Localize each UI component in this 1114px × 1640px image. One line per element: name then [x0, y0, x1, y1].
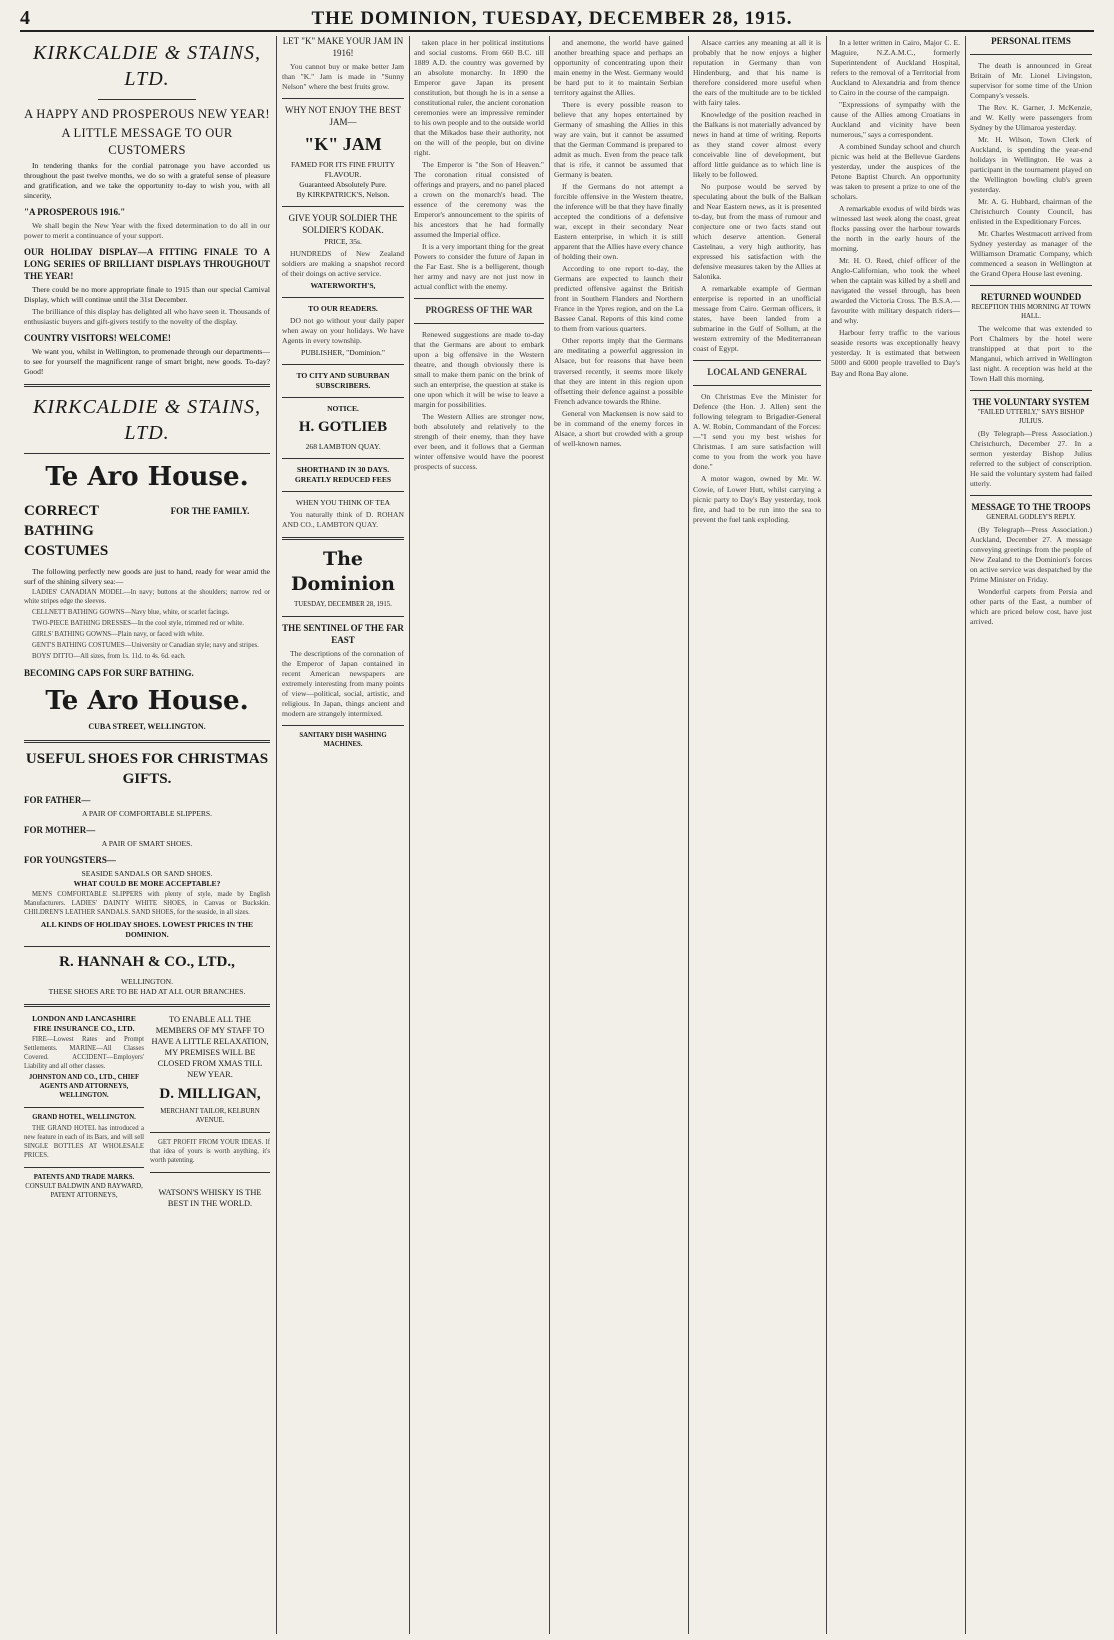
- k-jam: "K" JAM: [304, 133, 382, 154]
- fees: GREATLY REDUCED FEES: [294, 475, 392, 485]
- for-youngsters: FOR YOUNGSTERS—: [24, 855, 116, 866]
- waterworth: WATERWORTH'S,: [310, 281, 376, 291]
- sanitary: SANITARY DISH WASHING MACHINES.: [299, 732, 387, 749]
- hannah-city: WELLINGTON.: [121, 976, 173, 986]
- milligan-name: D. MILLIGAN,: [159, 1085, 261, 1102]
- acceptable: WHAT COULD BE MORE ACCEPTABLE?: [73, 879, 221, 889]
- masthead: [20, 6, 1094, 32]
- column-editorial: taken place in her political institutions and social customs. From 660 B.C. till 1889 A.D. the country was governed by an absolute monarchy. In 1890 the Emperor gave Japan its present constitution, but though he is in a sense a constitutional ruler, the ancient coronation ceremonies were an impressive reminder to his own people and to the outside world that the Mikados base their authority, not on the will of the people, but on divine right. The Emperor is "the Son of Heaven." The coronation ritual consisted of offerings and prayers, and no panel placed a crown on the monarch's head. The essence of the ceremony was the Emperor's announcement to the spirits of his ancestors that he had formally assumed the Imperial office. It is a very important thing for the great Powers to consider the future of Japan in the Far East. She is a belligerent, though her army and navy are not just now in actual conflict with the enemy. PROGRESS OF THE WAR Renewed suggestions are made to-day that the Germans are about to embark upon a big offensive in the Western theatre, and though obviously there is small to make them panic on the brink of such an enterprise, the question at stake is one upon which it will be wise to leave a margin for possibilities. The Western Allies are stronger now, both absolutely and relatively to the strength of their enemy, than they have ever been, and it follows that a German winter offensive would have the poorest prospects of success.: [414, 38, 544, 472]
- headline: A LITTLE MESSAGE TO OUR CUSTOMERS: [61, 126, 233, 157]
- column-ads-two: LET "K" MAKE YOUR JAM IN 1916! You cannot buy or make better Jam than "K." Jam is made in "Sunny Nelson" where the best fruits grow. WHY NOT ENJOY THE BEST JAM— "K" JAM FAMED FOR ITS FINE FRUITY FLAVOUR. Guaranteed Absolutely Pure. By KIRKPATRICK'S, Nelson. GIVE YOUR SOLDIER THE SOLDIER'S KODAK. PRICE, 35s. HUNDREDS of New Zealand soldiers are making a snapshot record of their doings on active service. WATERWORTH'S, TO OUR READERS. DO not go without your daily paper when away on your holidays. We have Agents in every township. PUBLISHER, "Dominion." TO CITY AND SUBURBAN SUBSCRIBERS. NOTICE. H. GOTLIEB 268 LAMBTON QUAY. SHORTHAND IN 30 DAYS. GREATLY REDUCED FEES WHEN YOU THINK OF TEA You naturally think of D. ROHAN AND CO., LAMBTON QUAY. The Dominion TUESDAY, DECEMBER 28, 1915. THE SENTINEL OF THE FAR EAST The descriptions of the coronation of the Emperor of Japan contained in recent American newspapers are extremely interesting from many points of view—political, social, artistic, and religious. In Japan, things ancient and modern are strangely intermixed. SANITARY DISH WASHING MACHINES.: [282, 36, 404, 749]
- patents: PATENTS AND TRADE MARKS.: [33, 1173, 135, 1181]
- brand-title: KIRKCALDIE & STAINS, LTD.: [33, 395, 261, 445]
- consult: CONSULT BALDWIN AND RAYWARD, PATENT ATTORNEYS,: [25, 1182, 143, 1199]
- let-k: LET "K" MAKE YOUR JAM IN 1916!: [282, 36, 404, 58]
- wounded-heading: RETURNED WOUNDED: [980, 292, 1082, 303]
- hannah-branches: THESE SHOES ARE TO BE HAD AT ALL OUR BRANCHES.: [48, 986, 246, 996]
- troops-sub: GENERAL GODLEY'S REPLY.: [986, 513, 1076, 521]
- brand-title: KIRKCALDIE & STAINS, LTD.: [33, 42, 261, 91]
- voluntary-sub: "FAILED UTTERLY," SAYS BISHOP JULIUS.: [977, 408, 1085, 425]
- kodak-heading: GIVE YOUR SOLDIER THE SOLDIER'S KODAK.: [288, 213, 398, 236]
- newspaper-title: THE DOMINION, TUESDAY, DECEMBER 28, 1915.: [311, 8, 793, 29]
- store-name: Te Aro House.: [45, 461, 249, 492]
- price: PRICE, 35s.: [324, 237, 362, 247]
- notice: NOTICE.: [327, 404, 359, 414]
- for-mother: FOR MOTHER—: [24, 825, 96, 836]
- not-enjoy: WHY NOT ENJOY THE BEST JAM—: [285, 104, 401, 127]
- visitors-text: We want you, whilst in Wellington, to promenade through our departments—to see for yourself the magnificent range of smart bright, new goods. To-day? Good!: [24, 346, 270, 376]
- column-personal: PERSONAL ITEMS The death is announced in Great Britain of Mr. Lionel Livingston, supervisor for some time of the Union Company's vessels. The Rev. K. Garner, J. McKenzie, and W. Kelly were passengers from Sydney by the Ulimaroa yesterday. Mr. H. Wilson, Town Clerk of Auckland, is spending the year-end holidays in Wellington. He was a participant in the tournament played on the Wellington bowling club's green yesterday. Mr. A. G. Hubbard, chairman of the Christchurch County Council, has enlisted in the Expeditionary Forces. Mr. Charles Westmacott arrived from Sydney yesterday as manager of the Williamson Dramatic Company, which commenced a season in Wellington at the Grand Opera House last evening. RETURNED WOUNDED RECEPTION THIS MORNING AT TOWN HALL. The welcome that was extended to Port Chalmers by the hotel were transhipped at that port to the Manganui, which arrived in Wellington last night. A reception was held at the Town Hall this morning. THE VOLUNTARY SYSTEM "FAILED UTTERLY," SAYS BISHOP JULIUS. (By Telegraph—Press Association.) Christchurch, December 27. In a sermon yesterday Bishop Julius referred to the subject of conscription. He said the voluntary system had failed utterly. MESSAGE TO THE TROOPS GENERAL GODLEY'S REPLY. (By Telegraph—Press Association.) Auckland, December 27. A message conveying greetings from the people of New Zealand to the Dominion's forces on active service was despatched by the Prime Minister on Friday. Wonderful carpets from Persia and other parts of the East, a number of which are priced below cost, have just arrived.: [970, 36, 1092, 626]
- johnston-agents: JOHNSTON AND CO., LTD., CHIEF AGENTS AND ATTORNEYS, WELLINGTON.: [28, 1073, 140, 1099]
- for-father: FOR FATHER—: [24, 795, 91, 806]
- issue-date: TUESDAY, DECEMBER 28, 1915.: [294, 601, 392, 609]
- milligan-notice: TO ENABLE ALL THE MEMBERS OF MY STAFF TO HAVE A LITTLE RELAXATION, MY PREMISES WILL BE CLOSED FROM XMAS TILL NEW YEAR.: [151, 1014, 269, 1080]
- troops-heading: MESSAGE TO THE TROOPS: [971, 502, 1091, 513]
- voluntary-heading: THE VOLUNTARY SYSTEM: [972, 397, 1090, 408]
- headline: A HAPPY AND PROSPEROUS NEW YEAR!: [24, 106, 270, 121]
- youngsters-item: SEASIDE SANDALS OR SAND SHOES.: [81, 869, 213, 879]
- intro-text: In tendering thanks for the cordial patronage you have accorded us throughout the past twelve months, we do so with a grateful sense of pleasure and gratification, and we take the opportunity to-day to wish you, with all sincerity,: [24, 161, 270, 201]
- holiday-text: There could be no more appropriate finale to 1915 than our special Carnival Display, which will continue until the 31st December.: [24, 284, 270, 304]
- insurance-heading: LONDON AND LANCASHIRE FIRE INSURANCE CO., LTD.: [32, 1013, 136, 1033]
- wounded-sub: RECEPTION THIS MORNING AT TOWN HALL.: [971, 304, 1091, 321]
- mother-item: A PAIR OF SMART SHOES.: [101, 839, 193, 849]
- gotlieb-address: 268 LAMBTON QUAY.: [305, 442, 381, 452]
- costumes-text: The following perfectly new goods are just to hand, ready for wear amid the surf of the shining silvery sea:—: [24, 567, 270, 587]
- column-news: In a letter written in Cairo, Major C. E. Maguire, N.Z.A.M.C., formerly Superintendent of Auckland Hospital, refers to the removal of a Territorial from Auckland to Alexandria and from thence to Cairo in the course of the campaign. "Expressions of sympathy with the cause of the Allies among Croatians in Auckland and vicinity have been numerous," says a correspondent. A combined Sunday school and church picnic was held at the Bellevue Gardens yesterday, under the auspices of the Petone Baptist Church. An opportunity was taken to present a prize to one of the scholars. A remarkable exodus of wild birds was witnessed last week along the coast, great flocks passing over the harbour towards the north in the early hours of the morning. Mr. H. O. Reed, chief officer of the Anglo-Californian, who took the wheel when the captain was killed by a shell and navigated the vessel through, has been awarded the Victoria Cross. The B.S.A.—favourite with military despatch riders—and why. Harbour ferry traffic to the various seaside resorts was exceptionally heavy yesterday. It is estimated that between 5000 and 6000 people travelled to Day's Bay and Rona Bay alone.: [831, 38, 960, 378]
- all-kinds: ALL KINDS OF HOLIDAY SHOES. LOWEST PRICES IN THE DOMINION.: [40, 920, 254, 940]
- column-rule: [276, 36, 277, 1634]
- milligan-sub: MERCHANT TAILOR, KELBURN AVENUE.: [160, 1108, 260, 1125]
- tea-ad: WHEN YOU THINK OF TEA: [295, 498, 391, 508]
- subscribers: TO CITY AND SUBURBAN SUBSCRIBERS.: [296, 371, 390, 391]
- father-item: A PAIR OF COMFORTABLE SLIPPERS.: [81, 809, 213, 819]
- caps-heading: BECOMING CAPS FOR SURF BATHING.: [24, 668, 194, 679]
- visitors-heading: COUNTRY VISITORS! WELCOME!: [24, 332, 171, 343]
- watsons: WATSON'S WHISKY IS THE BEST IN THE WORLD.: [158, 1188, 262, 1209]
- column-rule: [826, 36, 827, 1634]
- personal-heading: PERSONAL ITEMS: [991, 36, 1071, 46]
- hannah-title: R. HANNAH & CO., LTD.,: [59, 954, 235, 971]
- column-rule: [688, 36, 689, 1634]
- column-local: Alsace carries any meaning at all it is probably that he now enjoys a higher reputation in Germany than von Hindenburg, and that his name is therefore considered more useful when the ears of the multitude are to be tickled with fairy tales. Knowledge of the position reached in the Balkans is not materially advanced by news in hand at time of writing. Reports as they stand cover almost every conceivable line of development, but afford little guidance as to which line is likely to be followed. No purpose would be served by speculating about the bulk of the Balkan and Near Eastern news, as it is presented to-day, but from the mass of rumour and conjecture one or two facts stand out which deserve attention. General Castelnau, a very high authority, has expressed his satisfaction with the defensive measures taken by the Allies at Salonika. A remarkable example of German enterprise is reported in an unofficial message from Cairo. German officers, it states, have been landed from a submarine in the Gulf of Sollum, at the western extremity of the Mediterranean coast of Egypt. LOCAL AND GENERAL On Christmas Eve the Minister for Defence (the Hon. J. Allen) sent the following telegram to Brigadier-General A. W. Robin, Commandant of the Forces:—"I send you my best wishes for Christmas. I am sure satisfaction will come to you from the work you have done." A motor wagon, owned by Mr. W. Cowie, of Lower Hutt, whilst carrying a picnic party to Day's Bay yesterday, took fire, and had to be run into the sea to prevent the fuel tank exploding.: [693, 38, 821, 524]
- prosperous-heading: "A PROSPEROUS 1916.": [24, 207, 126, 218]
- column-advertisements: KIRKCALDIE & STAINS, LTD. A HAPPY AND PROSPEROUS NEW YEAR! A LITTLE MESSAGE TO OUR CUSTOMERS In tendering thanks for the cordial patronage you have accorded us throughout the past twelve months, we do so with a grateful sense of pleasure and gratification, and we take the opportunity to-day to wish you, with all sincerity, "A PROSPEROUS 1916." We shall begin the New Year with the fixed determination to do all in our power to merit a continuance of your support. OUR HOLIDAY DISPLAY—A FITTING FINALE TO A LONG SERIES OF BRILLIANT DISPLAYS THROUGHOUT THE YEAR! There could be no more appropriate finale to 1915 than our special Carnival Display, which will continue until the 31st December. The brilliance of this display has delighted all who have seen it. Thousands of enthusiastic buyers and gift-givers testify to the novelty of the display. COUNTRY VISITORS! WELCOME! We want you, whilst in Wellington, to promenade through our departments—to see for yourself the magnificent range of smart bright, new goods. To-day? Good! KIRKCALDIE & STAINS, LTD. Te Aro House. CORRECT BATHING COSTUMES FOR THE FAMILY. The following perfectly new goods are just to hand, ready for wear amid the surf of the shining silvery sea:— LADIES' CANADIAN MODEL—In navy; buttons at the shoulders; narrow red or white stripes edge the sleeves. CELLNETT BATHING GOWNS—Navy blue, white, or scarlet facings. TWO-PIECE BATHING DRESSES—In the cool style, trimmed red or white. GIRLS' BATHING GOWNS—Plain navy, or faced with white. GENT'S BATHING COSTUMES—University or Canadian style; navy and stripes. BOYS' DITTO—All sizes, from 1s. 11d. to 4s. 6d. each. BECOMING CAPS FOR SURF BATHING. Te Aro House. CUBA STREET, WELLINGTON. USEFUL SHOES FOR CHRISTMAS GIFTS. FOR FATHER— A PAIR OF COMFORTABLE SLIPPERS. FOR MOTHER— A PAIR OF SMART SHOES. FOR YOUNGSTERS— SEASIDE SANDALS OR SAND SHOES. WHAT COULD BE MORE ACCEPTABLE? MEN'S COMFORTABLE SLIPPERS with plenty of style, made by English Manufacturers. LADIES' DAINTY WHITE SHOES, in Canvas or Buckskin. CHILDREN'S LEATHER SANDALS. SAND SHOES, for the seaside, in all sizes. ALL KINDS OF HOLIDAY SHOES. LOWEST PRICES IN THE DOMINION. R. HANNAH & CO., LTD., WELLINGTON. THESE SHOES ARE TO BE HAD AT ALL OUR BRANCHES. LONDON AND LANCASHIRE FIRE INSURANCE CO., LTD. FIRE—Lowest Rates and Prompt Settlements. MARINE—All Classes Covered. ACCIDENT—Employers' Liability and all other classes. JOHNSTON AND CO., LTD., CHIEF AGENTS AND ATTORNEYS, WELLINGTON. GRAND HOTEL, WELLINGTON. THE GRAND HOTEL has introduced a new feature in each of its Bars, and will sell SINGLE BOTTLES AT WHOLESALE PRICES. PATENTS AND TRADE MARKS. CONSULT BALDWIN AND RAYWARD, PATENT ATTORNEYS, TO ENABLE ALL THE MEMBERS OF MY STAFF TO HAVE A LITTLE RELAXATION, MY PREMISES WILL BE CLOSED FROM XMAS TILL NEW YEAR. D. MILLIGAN, MERCHANT TAILOR, KELBURN AVENUE. GET PROFIT FROM YOUR IDEAS. If that idea of yours is worth anything, it's worth patenting. WATSON'S WHISKY IS THE BEST IN THE WORLD.: [24, 42, 270, 1209]
- grand-hotel: GRAND HOTEL, WELLINGTON.: [32, 1113, 136, 1121]
- dominion-masthead: The Dominion: [291, 548, 395, 596]
- shoes-heading: USEFUL SHOES FOR CHRISTMAS GIFTS.: [25, 750, 269, 787]
- column-rule: [549, 36, 550, 1634]
- guaranteed: Guaranteed Absolutely Pure.: [299, 180, 387, 190]
- gotlieb: H. GOTLIEB: [298, 419, 388, 436]
- store-address: CUBA STREET, WELLINGTON.: [88, 722, 206, 732]
- page-number: 4: [20, 7, 30, 29]
- war-heading: PROGRESS OF THE WAR: [425, 305, 533, 316]
- sentinel-heading: THE SENTINEL OF THE FAR EAST: [282, 623, 404, 646]
- costumes-heading: CORRECT BATHING COSTUMES: [24, 502, 109, 559]
- publisher: PUBLISHER, "Dominion.": [300, 348, 386, 358]
- kirkpatrick: By KIRKPATRICK'S, Nelson.: [296, 190, 390, 200]
- holiday-heading: OUR HOLIDAY DISPLAY—A FITTING FINALE TO A LONG SERIES OF BRILLIANT DISPLAYS THROUGHOUT THE YEAR!: [24, 247, 270, 281]
- famed: FAMED FOR ITS FINE FRUITY FLAVOUR.: [290, 160, 396, 180]
- to-readers: TO OUR READERS.: [308, 304, 378, 314]
- column-rule: [965, 36, 966, 1634]
- local-heading: LOCAL AND GENERAL: [707, 367, 807, 378]
- store-name: Te Aro House.: [45, 686, 249, 717]
- shorthand: SHORTHAND IN 30 DAYS.: [296, 465, 390, 475]
- column-war: and anemone, the world have gained another breathing space and perhaps an opportunity of concentrating upon their main enemy in the West. Germany would be hard put to it to maintain Serbian territory against the Allies. There is every possible reason to believe that any hopes entertained by Germany of smashing the Allies in this way are vain, but it cannot be assumed that the German Command is prepared to admit as much. Even from the peace talk that is rife, it cannot be assumed that Germany is beaten. If the Germans do not attempt a forcible offensive in the Western theatre, the inference will be that they have finally accepted the conditions of a defensive war, except in their secondary Near Eastern enterprise, in which it is still apparent that the Allies have every chance of holding their own. According to one report to-day, the Germans are expected to launch their predicted offensive against the British front in Southern Flanders and Northern France in the Ypres region, and on the La Bassee Canal. Reports of this kind come to them from various quarters. Other reports imply that the Germans are meditating a powerful aggression in Alsace, but for reasons that have been traversed recently, it seems more likely that they are intent in this region upon offsetting their defence against a possible French advance towards the Rhine. General von Mackensen is now said to be in command of the enemy forces in Alsace, a short but crowded with a group of well-known names.: [554, 38, 683, 448]
- column-rule: [409, 36, 410, 1634]
- for-family: FOR THE FAMILY.: [170, 505, 250, 516]
